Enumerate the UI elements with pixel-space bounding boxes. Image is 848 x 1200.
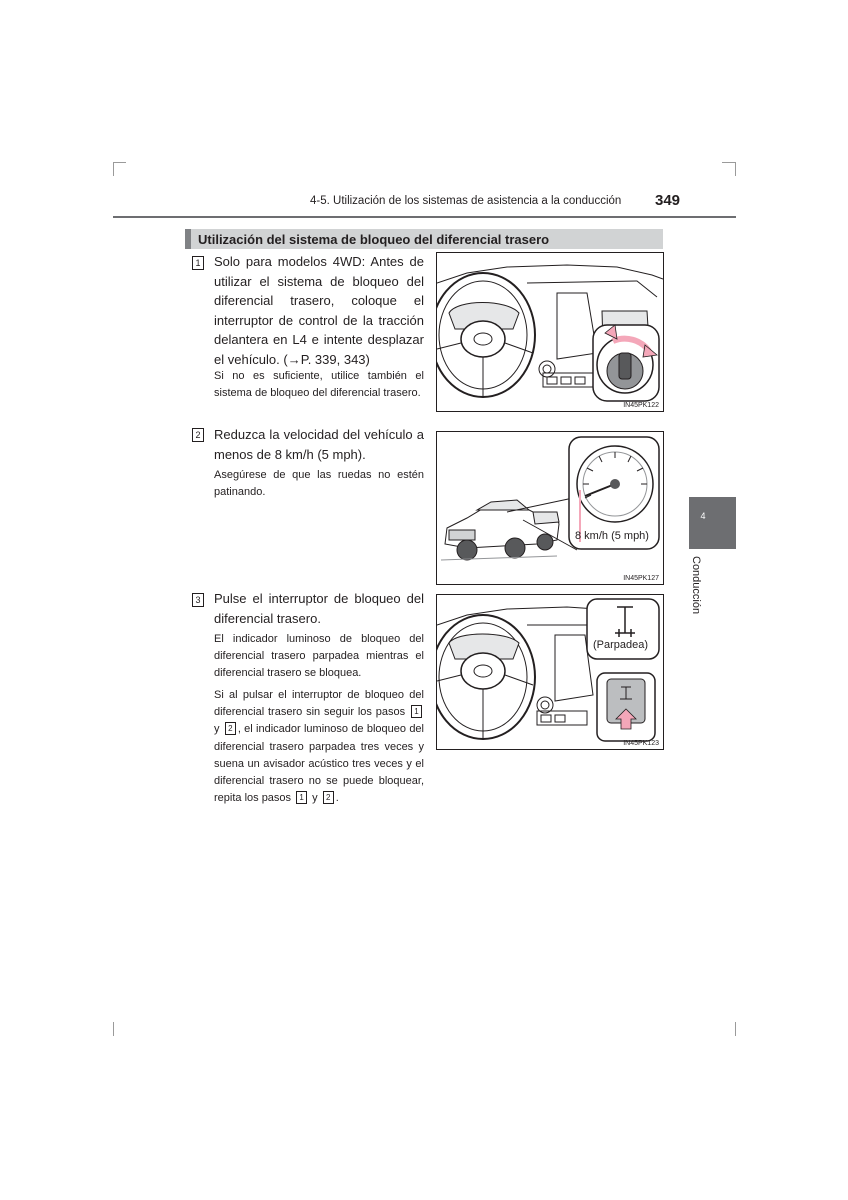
step-1-note: Si no es suficiente, utilice también el sistema de bloqueo del diferencial trasero. <box>214 370 424 400</box>
section-heading-bar <box>185 229 191 249</box>
figure-diff-lock-switch <box>436 594 664 750</box>
header-rule <box>113 216 736 218</box>
step-ref-1b: 1 <box>296 791 307 804</box>
figure-speedometer-truck <box>436 431 664 585</box>
note-2-and-2: y <box>312 792 318 805</box>
crop-mark-top-right-h <box>722 162 735 163</box>
chapter-number: 4 <box>700 511 706 521</box>
crop-mark-top-left-v <box>113 162 114 176</box>
note-2-part-2: , el indicador luminoso de bloqueo del diferencial trasero parpadea tres veces y suena un avisador acústico tres veces y el diferencial trasero no se puede bloquear, repita los pasos <box>214 723 424 805</box>
figure-dashboard-dial <box>436 252 664 412</box>
crop-mark-bottom-left <box>113 1022 114 1036</box>
speedometer-truck-illustration <box>437 432 663 584</box>
step-ref-2b: 2 <box>323 791 334 804</box>
step-3-note: El indicador luminoso de bloqueo del diferencial trasero parpadea mientras el diferencial trasero se bloquea. <box>214 633 424 680</box>
step-1-text: Solo para modelos 4WD: Antes de utilizar el sistema de bloqueo del diferencial trasero, coloque el interruptor de control de la tracción delantera en L4 e intente desplazar el vehículo. (→P. 339, 343) <box>214 254 424 367</box>
step-ref-2: 2 <box>225 722 236 735</box>
dashboard-dial-illustration <box>437 253 663 411</box>
section-heading <box>185 229 663 249</box>
page-number: 349 <box>655 192 681 209</box>
step-1-number: 1 <box>192 256 204 270</box>
note-2-part-1: Si al pulsar el interruptor de bloqueo del diferencial trasero sin seguir los pasos <box>214 689 424 719</box>
step-3-note-2 <box>214 687 424 807</box>
diff-lock-switch-illustration <box>437 595 663 749</box>
step-2-note: Asegúrese de que las ruedas no estén patinando. <box>214 469 424 499</box>
step-3-text: Pulse el interruptor de bloqueo del diferencial trasero. <box>214 591 424 626</box>
chapter-label-text: Conducción <box>690 556 702 615</box>
crop-mark-bottom-right <box>735 1022 736 1036</box>
step-2-text: Reduzca la velocidad del vehículo a menos de 8 km/h (5 mph). <box>214 427 424 462</box>
chapter-tab <box>689 497 736 549</box>
step-2-number: 2 <box>192 428 204 442</box>
blink-label: (Parpadea) <box>593 639 649 651</box>
running-header: 4-5. Utilización de los sistemas de asistencia a la conducción <box>310 195 622 207</box>
section-heading-text: Utilización del sistema de bloqueo del diferencial trasero <box>198 232 550 247</box>
figure-2-code: IN45PK127 <box>623 575 659 582</box>
step-ref-1: 1 <box>411 705 422 718</box>
crop-mark-top-left-h <box>113 162 126 163</box>
speed-label: 8 km/h (5 mph) <box>575 530 649 542</box>
crop-mark-top-right-v <box>735 162 736 176</box>
note-2-end: . <box>335 792 339 805</box>
step-3-number: 3 <box>192 593 204 607</box>
figure-1-code: IN45PK122 <box>623 402 659 409</box>
note-2-and: y <box>214 723 220 736</box>
chapter-label <box>690 556 704 636</box>
figure-3-code: IN45PK123 <box>623 740 659 747</box>
